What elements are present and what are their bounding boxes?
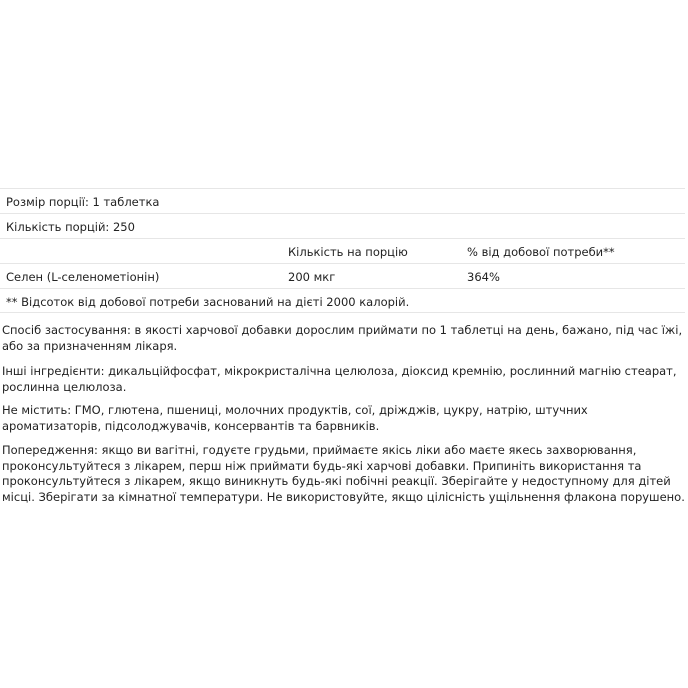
- footnote-row: [0, 288, 685, 313]
- free-from-text: Не містить: ГМО, глютена, пшениці, молочних продуктів, сої, дріжджів, цукру, натрію, штучних ароматизаторів, підсолоджувачів, консервантів та барвників.: [2, 403, 588, 433]
- ingredients-text: Інші інгредієнти: дикальційфосфат, мікрокристалічна целюлоза, діоксид кремнію, рослинний магнію стеарат, рослинна целюлоза.: [2, 364, 677, 394]
- usage-text: Спосіб застосування: в якості харчової добавки дорослим приймати по 1 таблетці на день, бажано, під час їжі, або за призначенням лікаря.: [2, 323, 683, 353]
- nutrient-daily-value: 364%: [467, 270, 500, 284]
- daily-value-header: % від добової потреби**: [467, 245, 615, 259]
- servings-per-container-row: [0, 213, 685, 238]
- serving-size: Розмір порції: 1 таблетка: [6, 195, 160, 209]
- serving-size-row: [0, 188, 685, 213]
- nutrient-row: [0, 263, 685, 288]
- warning-text: Попередження: якщо ви вагітні, годуєте грудьми, приймаєте якісь ліки або маєте якесь захворювання, проконсультуйтеся з лікарем, перш ніж приймати будь-які харчові добавки. Припиніть використання та проконсультуйтеся з лікарем, якщо виникнуть будь-які побічні реакції. Зберігайте у недоступному для дітей місці. Зберігати за кімнатної температури. Не використовуйте, якщо цілісність ущільнення флакона порушено.: [2, 443, 685, 504]
- daily-value-footnote: ** Відсоток від добової потреби заснований на дієті 2000 калорій.: [6, 295, 410, 309]
- nutrient-amount: 200 мкг: [288, 270, 336, 284]
- table-header-row: [0, 238, 685, 263]
- amount-per-serving-header: Кількість на порцію: [288, 245, 408, 259]
- servings-per-container: Кількість порцій: 250: [6, 220, 135, 234]
- nutrient-name: Селен (L-селенометіонін): [6, 270, 160, 284]
- supplement-facts-table: [0, 188, 685, 313]
